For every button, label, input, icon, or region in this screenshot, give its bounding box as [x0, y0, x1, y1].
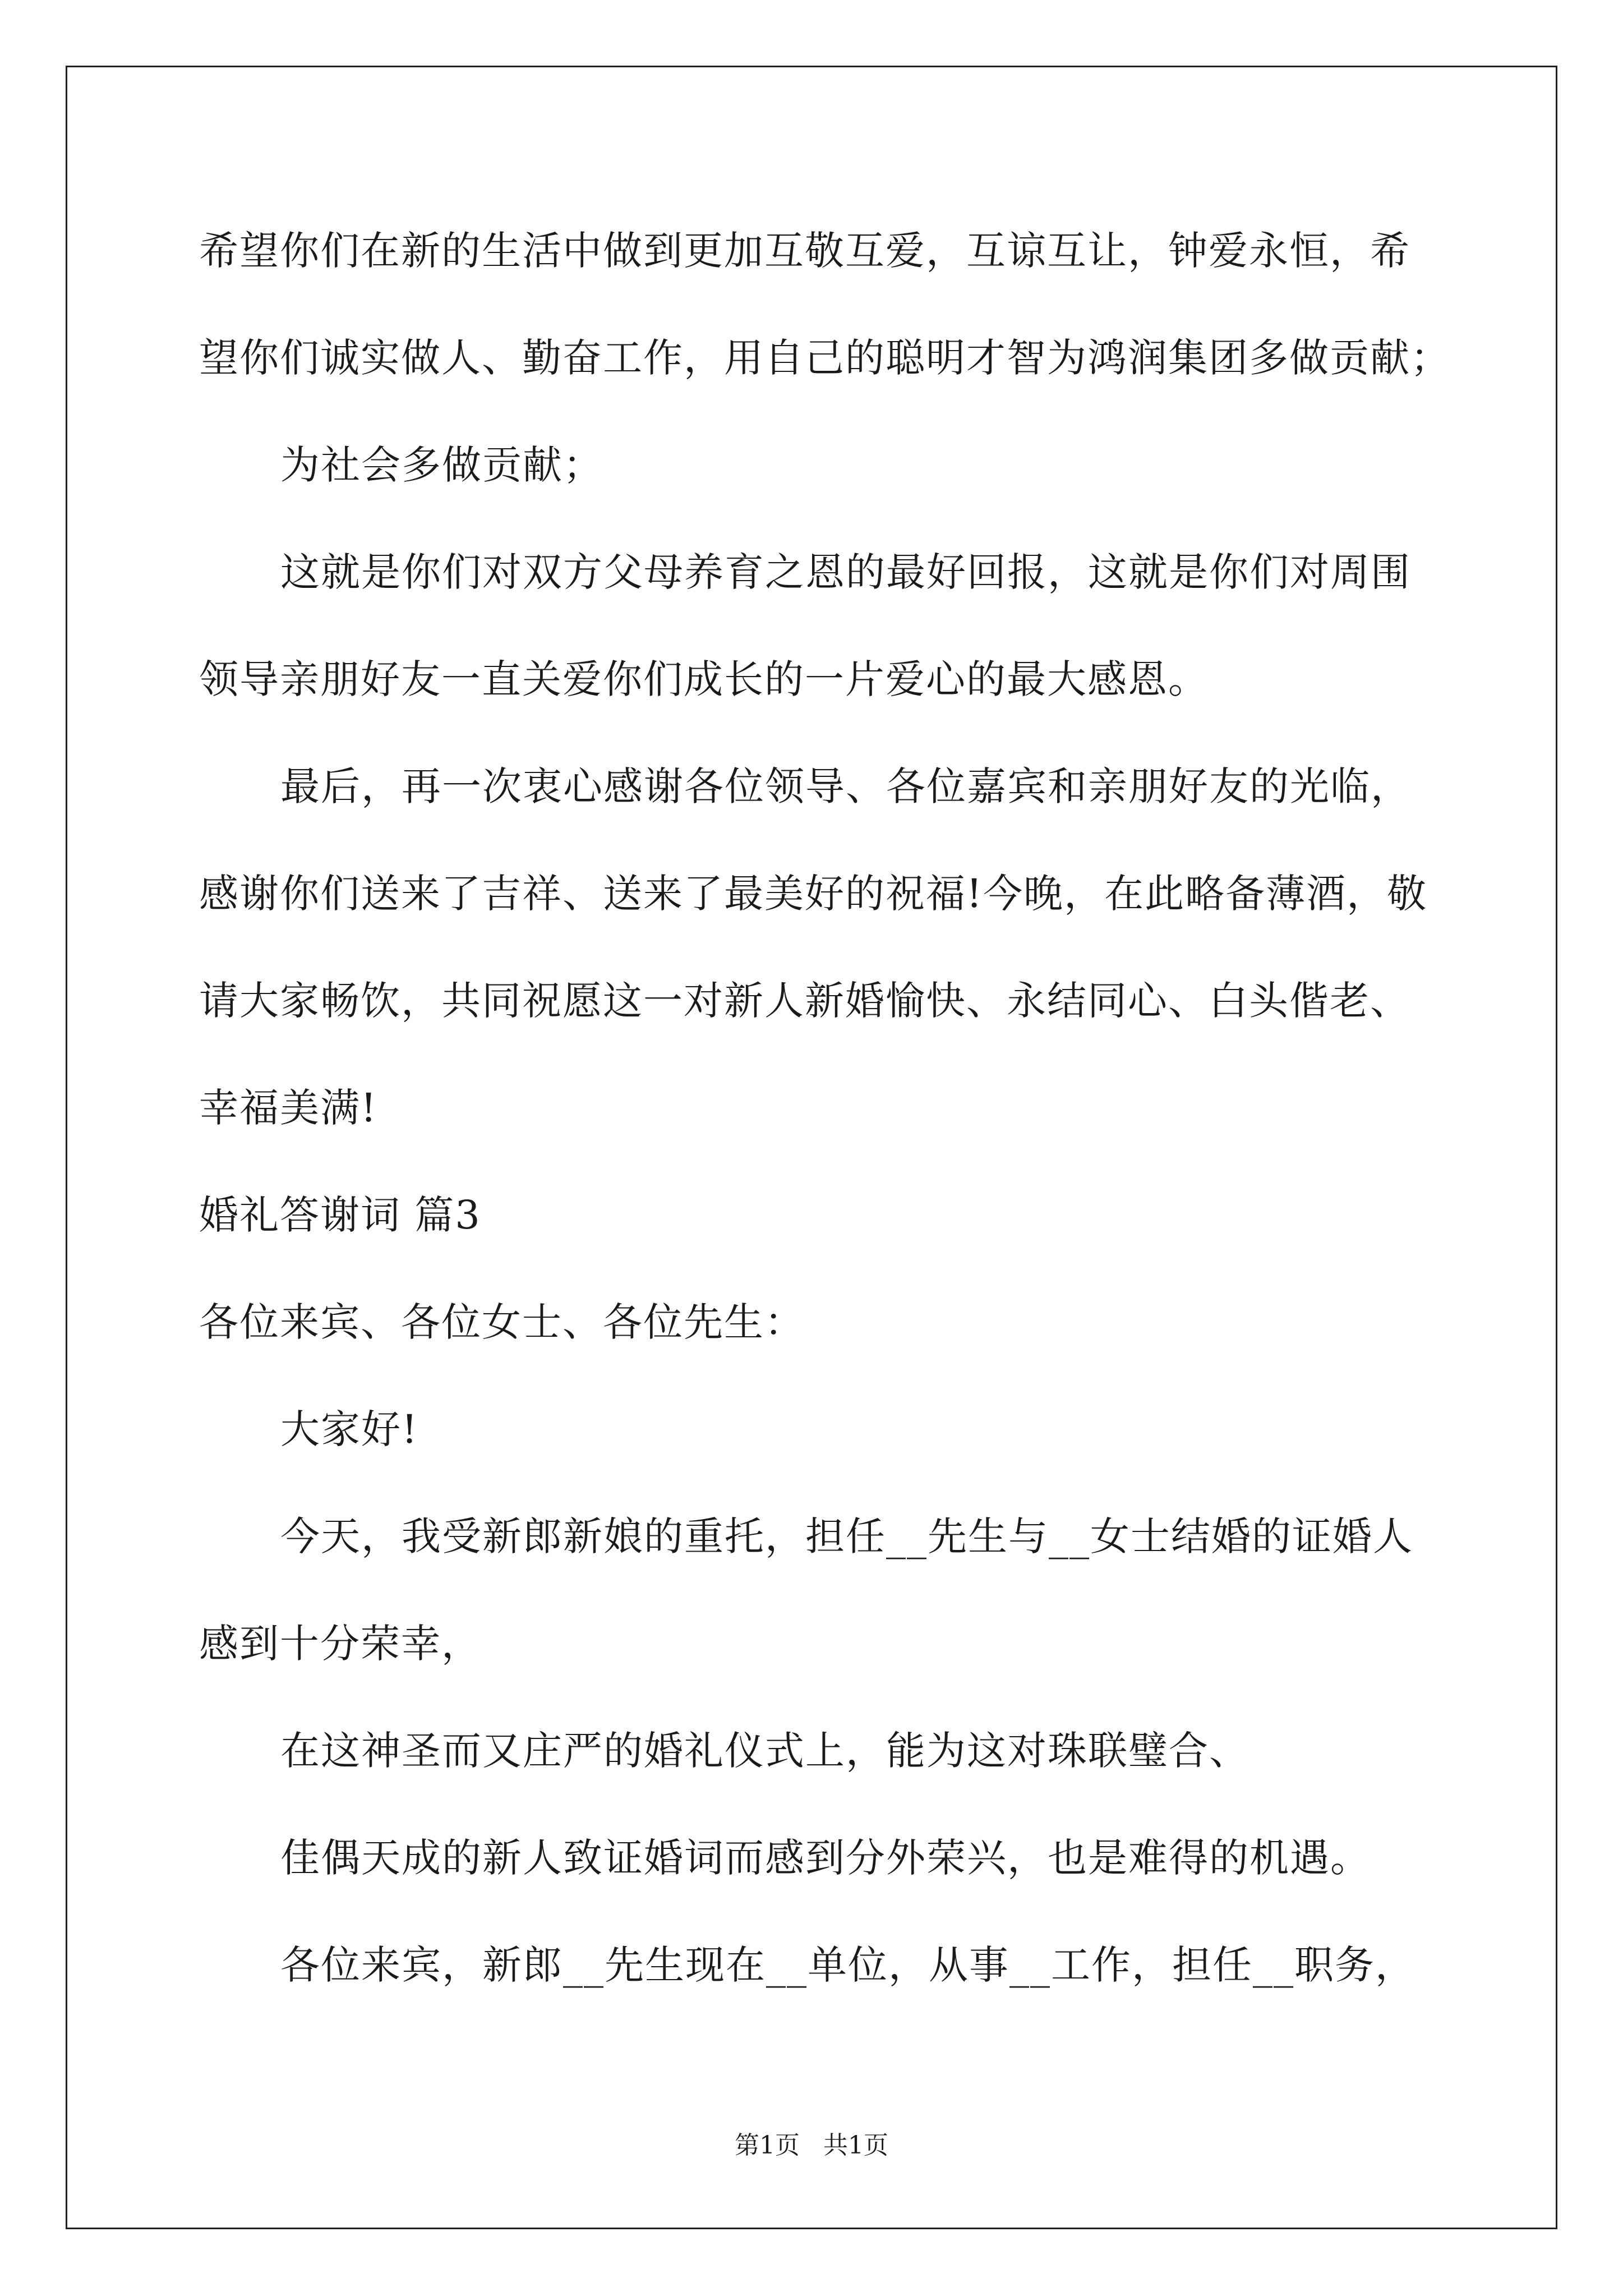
body-text-line: 在这神圣而又庄严的婚礼仪式上，能为这对珠联璧合、: [280, 1728, 1249, 1774]
body-text-line: 为社会多做贡献；: [280, 442, 603, 488]
body-text-line: 幸福美满!: [199, 1085, 378, 1131]
body-text-line: 感谢你们送来了吉祥、送来了最美好的祝福!今晚，在此略备薄酒，敬: [199, 871, 1428, 917]
body-text-line: 最后，再一次衷心感谢各位领导、各位嘉宾和亲朋好友的光临，: [280, 763, 1411, 809]
body-text-line: 佳偶天成的新人致证婚词而感到分外荣兴，也是难得的机遇。: [280, 1835, 1371, 1881]
body-text-line: 领导亲朋好友一直关爱你们成长的一片爱心的最大感恩。: [199, 656, 1209, 702]
page-frame: [66, 66, 1557, 2229]
body-text-line: 今天，我受新郎新娘的重托，担任__先生与__女士结婚的证婚人: [280, 1513, 1413, 1559]
body-text-line: 大家好!: [280, 1406, 419, 1452]
body-text-line: 望你们诚实做人、勤奋工作，用自己的聪明才智为鸿润集团多做贡献；: [199, 335, 1451, 381]
page-number-footer: 第1页 共1页: [735, 2131, 888, 2160]
salutation: 各位来宾、各位女士、各位先生：: [199, 1299, 805, 1345]
body-text-line: 各位来宾，新郎__先生现在__单位，从事__工作，担任__职务，: [280, 1942, 1415, 1988]
body-text-line: 感到十分荣幸，: [199, 1621, 482, 1667]
body-text-line: 希望你们在新的生活中做到更加互敬互爱，互谅互让，钟爱永恒，希: [199, 228, 1410, 274]
body-text-line: 请大家畅饮，共同祝愿这一对新人新婚愉快、永结同心、白头偕老、: [199, 978, 1410, 1024]
body-text-line: 这就是你们对双方父母养育之恩的最好回报，这就是你们对周围: [280, 549, 1411, 595]
section-heading: 婚礼答谢词 篇3: [199, 1192, 481, 1238]
